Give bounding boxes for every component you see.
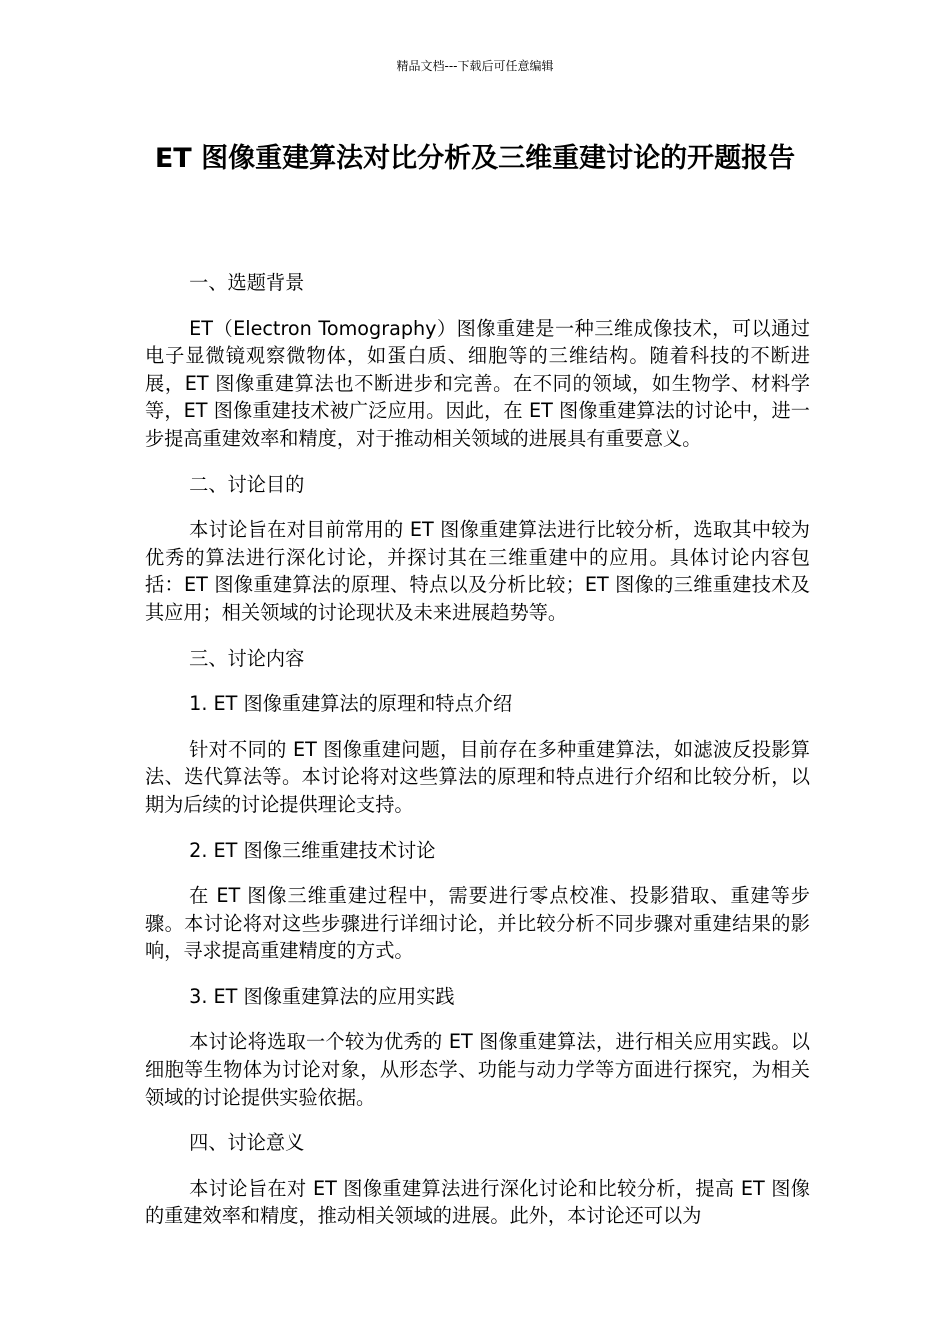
paragraph-algorithm-principles: 针对不同的 ET 图像重建问题，目前存在多种重建算法，如滤波反投影算法、迭代算法等。本讨论将对这些算法的原理和特点进行介绍和比较分析，以期为后续的讨论提供理论支持。 bbox=[145, 737, 810, 816]
section-heading-significance: 四、讨论意义 bbox=[189, 1131, 305, 1155]
document-body bbox=[145, 269, 810, 1248]
section-heading-content: 三、讨论内容 bbox=[189, 646, 305, 670]
section-heading-purpose: 二、讨论目的 bbox=[189, 472, 305, 496]
section-heading-background: 一、选题背景 bbox=[189, 271, 305, 294]
subheading-application-practice: 3. ET 图像重建算法的应用实践 bbox=[189, 984, 455, 1008]
subheading-3d-reconstruction: 2. ET 图像三维重建技术讨论 bbox=[189, 838, 436, 862]
paragraph-background: ET（Electron Tomography）图像重建是一种三维成像技术，可以通过电子显微镜观察微物体，如蛋白质、细胞等的三维结构。随着科技的不断进展，ET 图像重建算法也不断进步和完善。在不同的领域，如生物学、材料学等，ET 图像重建技术被广泛应用。因此，在 ET 图像重建算法的讨论中，进一步提高重建效率和精度，对于推动相关领域的进展具有重要意义。 bbox=[145, 316, 810, 450]
page-header-note: 精品文档---下载后可任意编辑 bbox=[396, 59, 554, 73]
paragraph-application-practice: 本讨论将选取一个较为优秀的 ET 图像重建算法，进行相关应用实践。以细胞等生物体为讨论对象，从形态学、功能与动力学等方面进行探究，为相关领域的讨论提供实验依据。 bbox=[145, 1030, 810, 1109]
document-title: ET 图像重建算法对比分析及三维重建讨论的开题报告 bbox=[154, 143, 796, 174]
paragraph-3d-reconstruction: 在 ET 图像三维重建过程中，需要进行零点校准、投影猎取、重建等步骤。本讨论将对这些步骤进行详细讨论，并比较分析不同步骤对重建结果的影响，寻求提高重建精度的方式。 bbox=[145, 884, 810, 963]
paragraph-significance: 本讨论旨在对 ET 图像重建算法进行深化讨论和比较分析，提高 ET 图像的重建效率和精度，推动相关领域的进展。此外，本讨论还可以为 bbox=[145, 1176, 810, 1228]
subheading-algorithm-principles: 1. ET 图像重建算法的原理和特点介绍 bbox=[189, 692, 513, 716]
paragraph-purpose: 本讨论旨在对目前常用的 ET 图像重建算法进行比较分析，选取其中较为优秀的算法进行深化讨论，并探讨其在三维重建中的应用。具体讨论内容包括：ET 图像重建算法的原理、特点以及分析比较；ET 图像的三维重建技术及其应用；相关领域的讨论现状及未来进展趋势等。 bbox=[145, 518, 810, 624]
